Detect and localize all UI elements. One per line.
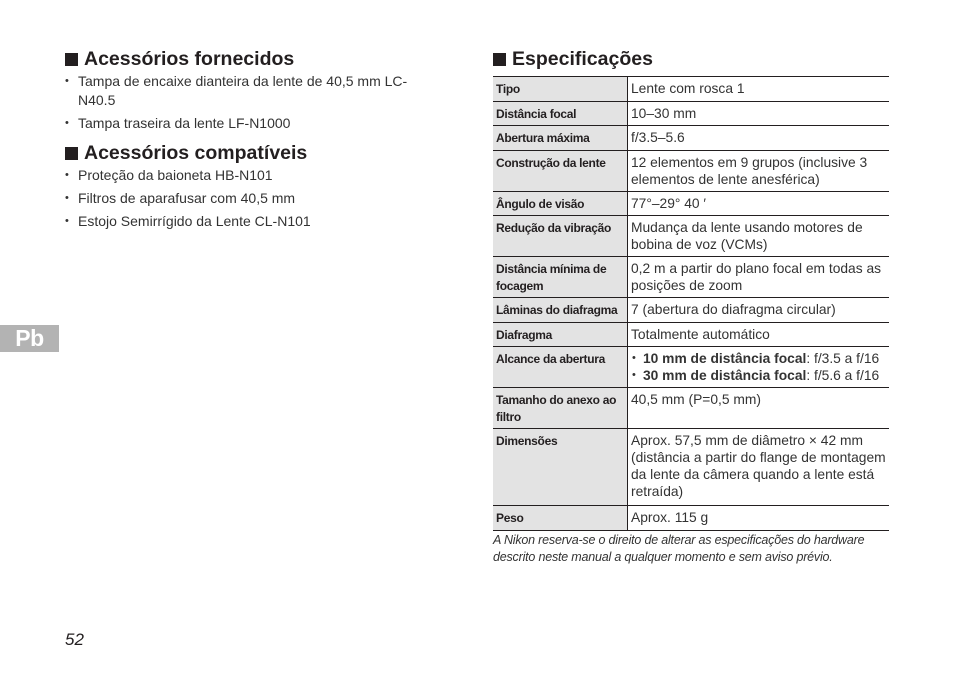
specifications-table (493, 76, 889, 531)
list-item: • Estojo Semirrígido da Lente CL-N101 (65, 212, 425, 231)
compatible-accessories-heading (65, 142, 425, 164)
spec-key: Ângulo de visão (493, 191, 628, 216)
compatible-accessories-title: Acessórios compatíveis (84, 142, 308, 164)
square-bullet-icon (493, 53, 506, 66)
spec-value (628, 347, 890, 388)
table-row (493, 77, 889, 102)
spec-key: Distância mínima de focagem (493, 257, 628, 298)
specifications-footnote: A Nikon reserva-se o direito de alterar as especificações do hardware descrito neste manual a qualquer momento e sem aviso prévio. (493, 532, 865, 564)
table-row (493, 257, 889, 298)
specifications-heading (493, 48, 890, 70)
spec-value: Mudança da lente usando motores de bobina de voz (VCMs) (628, 216, 890, 257)
spec-key: Diafragma (493, 322, 628, 347)
spec-key: Alcance da abertura (493, 347, 628, 388)
spec-key: Lâminas do diafragma (493, 298, 628, 323)
table-row (493, 388, 889, 429)
list-item: • Proteção da baioneta HB-N101 (65, 166, 425, 185)
language-tab: Pb (0, 325, 59, 352)
table-row (493, 322, 889, 347)
table-row (493, 429, 889, 506)
table-row (493, 150, 889, 191)
spec-value: Aprox. 57,5 mm de diâmetro × 42 mm (distância a partir do flange de montagem da lente da câmera quando a lente está retraída) (628, 429, 890, 506)
page-number: 52 (65, 630, 84, 649)
spec-key: Redução da vibração (493, 216, 628, 257)
spec-value: Lente com rosca 1 (628, 77, 890, 102)
specifications-title: Especificações (512, 48, 653, 70)
table-row (493, 126, 889, 151)
spec-key: Dimensões (493, 429, 628, 506)
spec-value: 77°–29° 40 ′ (628, 191, 890, 216)
supplied-accessories-title: Acessórios fornecidos (84, 48, 295, 70)
right-column (493, 48, 890, 566)
list-item (631, 350, 887, 367)
spec-key: Abertura máxima (493, 126, 628, 151)
table-row (493, 298, 889, 323)
table-row (493, 347, 889, 388)
list-item (631, 367, 887, 384)
aperture-focal-label: 10 mm de distância focal (643, 351, 807, 366)
square-bullet-icon (65, 53, 78, 66)
aperture-range-value: : f/5.6 a f/16 (806, 368, 880, 383)
spec-key: Tamanho do anexo ao filtro (493, 388, 628, 429)
spec-value: 7 (abertura do diafragma circular) (628, 298, 890, 323)
left-column (65, 48, 425, 235)
spec-value: 10–30 mm (628, 101, 890, 126)
aperture-focal-label: 30 mm de distância focal (643, 368, 807, 383)
table-row (493, 506, 889, 531)
spec-key: Tipo (493, 77, 628, 102)
spec-key: Peso (493, 506, 628, 531)
compatible-accessories-list (65, 166, 425, 231)
spec-value: 40,5 mm (P=0,5 mm) (628, 388, 890, 429)
square-bullet-icon (65, 147, 78, 160)
spec-key: Construção da lente (493, 150, 628, 191)
table-row (493, 101, 889, 126)
spec-value: Aprox. 115 g (628, 506, 890, 531)
spec-value: 0,2 m a partir do plano focal em todas as posições de zoom (628, 257, 890, 298)
aperture-range-value: : f/3.5 a f/16 (806, 351, 880, 366)
spec-key: Distância focal (493, 101, 628, 126)
table-row (493, 191, 889, 216)
supplied-accessories-list (65, 72, 425, 133)
table-row (493, 216, 889, 257)
spec-value: 12 elementos em 9 grupos (inclusive 3 elementos de lente anesférica) (628, 150, 890, 191)
list-item: • Filtros de aparafusar com 40,5 mm (65, 189, 425, 208)
list-item: • Tampa de encaixe dianteira da lente de 40,5 mm LC-N40.5 (65, 72, 425, 110)
spec-value: Totalmente automático (628, 322, 890, 347)
aperture-range-list (631, 350, 887, 384)
supplied-accessories-heading (65, 48, 425, 70)
spec-value: f/3.5–5.6 (628, 126, 890, 151)
list-item: • Tampa traseira da lente LF-N1000 (65, 114, 425, 133)
